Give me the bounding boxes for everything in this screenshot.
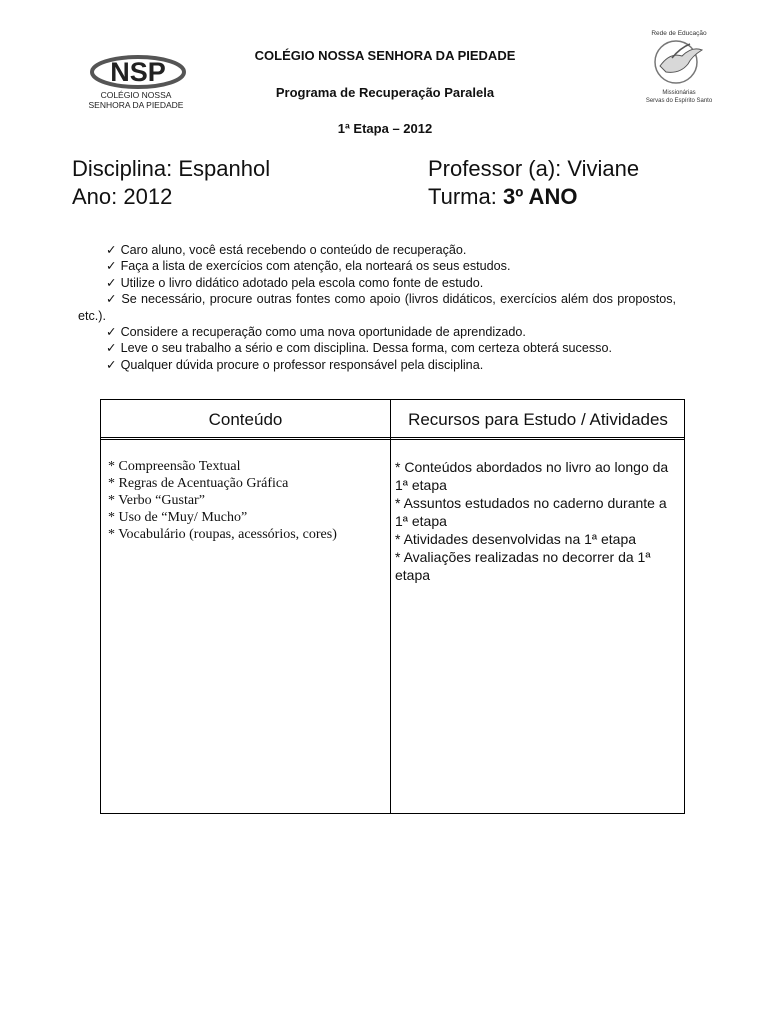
check-icon: ✓ xyxy=(106,341,117,356)
instruction-item: ✓ Caro aluno, você está recebendo o conteúdo de recuperação. xyxy=(106,243,467,257)
content-list xyxy=(108,458,378,543)
column-divider xyxy=(390,400,391,813)
resource-item: * Atividades desenvolvidas na 1ª etapa xyxy=(395,531,637,547)
content-table xyxy=(100,399,685,814)
instruction-item: ✓ Utilize o livro didático adotado pela escola como fonte de estudo. xyxy=(106,275,484,290)
check-icon: ✓ xyxy=(106,259,117,274)
resource-item: * Assuntos estudados no caderno durante a 1ª etapa xyxy=(395,495,667,529)
instruction-item: ✓ Considere a recuperação como uma nova oportunidade de aprendizado. xyxy=(106,325,526,340)
discipline-label: Disciplina: Espanhol xyxy=(72,156,271,181)
svg-text:SENHORA DA PIEDADE: SENHORA DA PIEDADE xyxy=(88,100,184,110)
instructions-list xyxy=(78,242,676,373)
svg-text:Servas do Espírito Santo: Servas do Espírito Santo xyxy=(645,98,713,104)
class-label xyxy=(428,186,577,208)
header-separator xyxy=(101,439,684,440)
program-title: Programa de Recuperação Paralela xyxy=(275,85,495,100)
svg-text:NSP: NSP xyxy=(110,57,166,87)
content-item: * Verbo “Gustar” xyxy=(108,493,205,508)
svg-text:Missionárias: Missionárias xyxy=(662,90,696,96)
resources-list xyxy=(395,458,681,584)
resource-item: * Conteúdos abordados no livro ao longo da 1ª etapa xyxy=(395,459,669,493)
year-label: Ano: 2012 xyxy=(72,184,173,209)
check-icon: ✓ xyxy=(106,357,117,372)
check-icon: ✓ xyxy=(106,243,117,257)
check-icon: ✓ xyxy=(106,292,118,307)
content-item: * Compreensão Textual xyxy=(108,459,241,474)
content-item: * Vocabulário (roupas, acessórios, cores) xyxy=(108,527,337,542)
content-item: * Uso de “Muy/ Mucho” xyxy=(108,510,248,525)
instruction-item: ✓ Leve o seu trabalho a sério e com disciplina. Dessa forma, com certeza obterá sucesso. xyxy=(106,341,612,356)
svg-text:Rede de Educação: Rede de Educação xyxy=(651,30,707,37)
column-header-resources: Recursos para Estudo / Atividades xyxy=(408,410,668,429)
instruction-item: ✓ Faça a lista de exercícios com atenção, ela norteará os seus estudos. xyxy=(106,259,511,274)
instruction-item: ✓ Qualquer dúvida procure o professor responsável pela disciplina. xyxy=(106,357,484,372)
stage-label: 1ª Etapa – 2012 xyxy=(337,121,433,136)
class-value: 3º ANO xyxy=(502,184,578,209)
check-icon: ✓ xyxy=(106,275,117,290)
teacher-label: Professor (a): Viviane xyxy=(428,156,640,181)
content-item: * Regras de Acentuação Gráfica xyxy=(108,476,289,491)
svg-text:COLÉGIO NOSSA: COLÉGIO NOSSA xyxy=(100,90,172,100)
check-icon: ✓ xyxy=(106,325,117,340)
column-header-content: Conteúdo xyxy=(208,410,283,429)
instruction-item: ✓ Se necessário, procure outras fontes como apoio (livros didáticos, exercícios além dos propostos, etc.). xyxy=(78,292,676,323)
school-name: COLÉGIO NOSSA SENHORA DA PIEDADE xyxy=(254,48,516,63)
class-label-text: Turma: xyxy=(428,184,503,209)
header-separator xyxy=(101,437,684,438)
resource-item: * Avaliações realizadas no decorrer da 1ª etapa xyxy=(395,549,651,583)
